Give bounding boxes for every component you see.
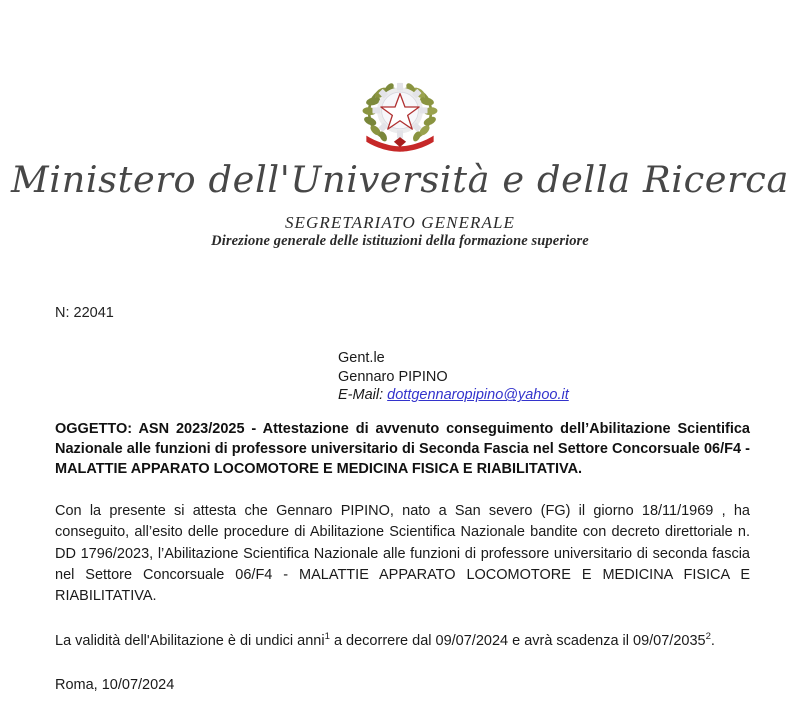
body-paragraph-attestation: Con la presente si attesta che Gennaro PIPINO, nato a San severo (FG) il giorno 18/11/1969 , ha conseguito, all’esito delle procedure di Abilitazione Scientifica Nazionale bandite con decreto direttoriale n. DD 1796/2023, l’Abilitazione Scientifica Nazionale alle funzioni di professore universitario di seconda fascia nel Settore Concorsuale 06/F4 - MALATTIE APPARATO LOCOMOTORE E MEDICINA FISICA E RIABILITATIVA. [55, 503, 750, 604]
subject-line: OGGETTO: ASN 2023/2025 - Attestazione di avvenuto conseguimento dell’Abilitazione Scientifica Nazionale alle funzioni di professore universitario di Seconda Fascia nel Settore Concorsuale 06/F4 - MALATTIE APPARATO LOCOMOTORE E MEDICINA FISICA E RIABILITATIVA. [55, 421, 750, 478]
recipient-email-line [338, 386, 750, 405]
italian-republic-emblem-icon [354, 76, 446, 154]
ministry-name: Ministero dell'Università e della Ricerca [10, 160, 789, 201]
footnote-marker-2: 2 [705, 631, 711, 643]
body-paragraph-validity [55, 631, 750, 652]
email-label: E-Mail: [338, 387, 384, 404]
validity-text-end: . [710, 633, 715, 650]
protocol-number: N: 22041 [55, 304, 114, 321]
direction-subtitle: Direzione generale delle istituzioni della formazione superiore [211, 233, 589, 250]
document-body [0, 305, 800, 693]
recipient-email-link[interactable]: dottgennaropipino@yahoo.it [387, 387, 569, 404]
place-and-date: Roma, 10/07/2024 [55, 677, 175, 694]
validity-text-middle: a decorrere dal 09/07/2024 e avrà scadenza il 09/07/2035 [329, 633, 706, 650]
recipient-block [338, 349, 750, 406]
letterhead [0, 0, 800, 251]
recipient-salutation: Gent.le [338, 349, 385, 366]
secretariat-title: SEGRETARIATO GENERALE [284, 212, 516, 232]
recipient-name: Gennaro PIPINO [338, 368, 448, 385]
validity-text-start: La validità dell'Abilitazione è di undici anni [55, 633, 325, 650]
footnote-marker-1: 1 [324, 631, 330, 643]
